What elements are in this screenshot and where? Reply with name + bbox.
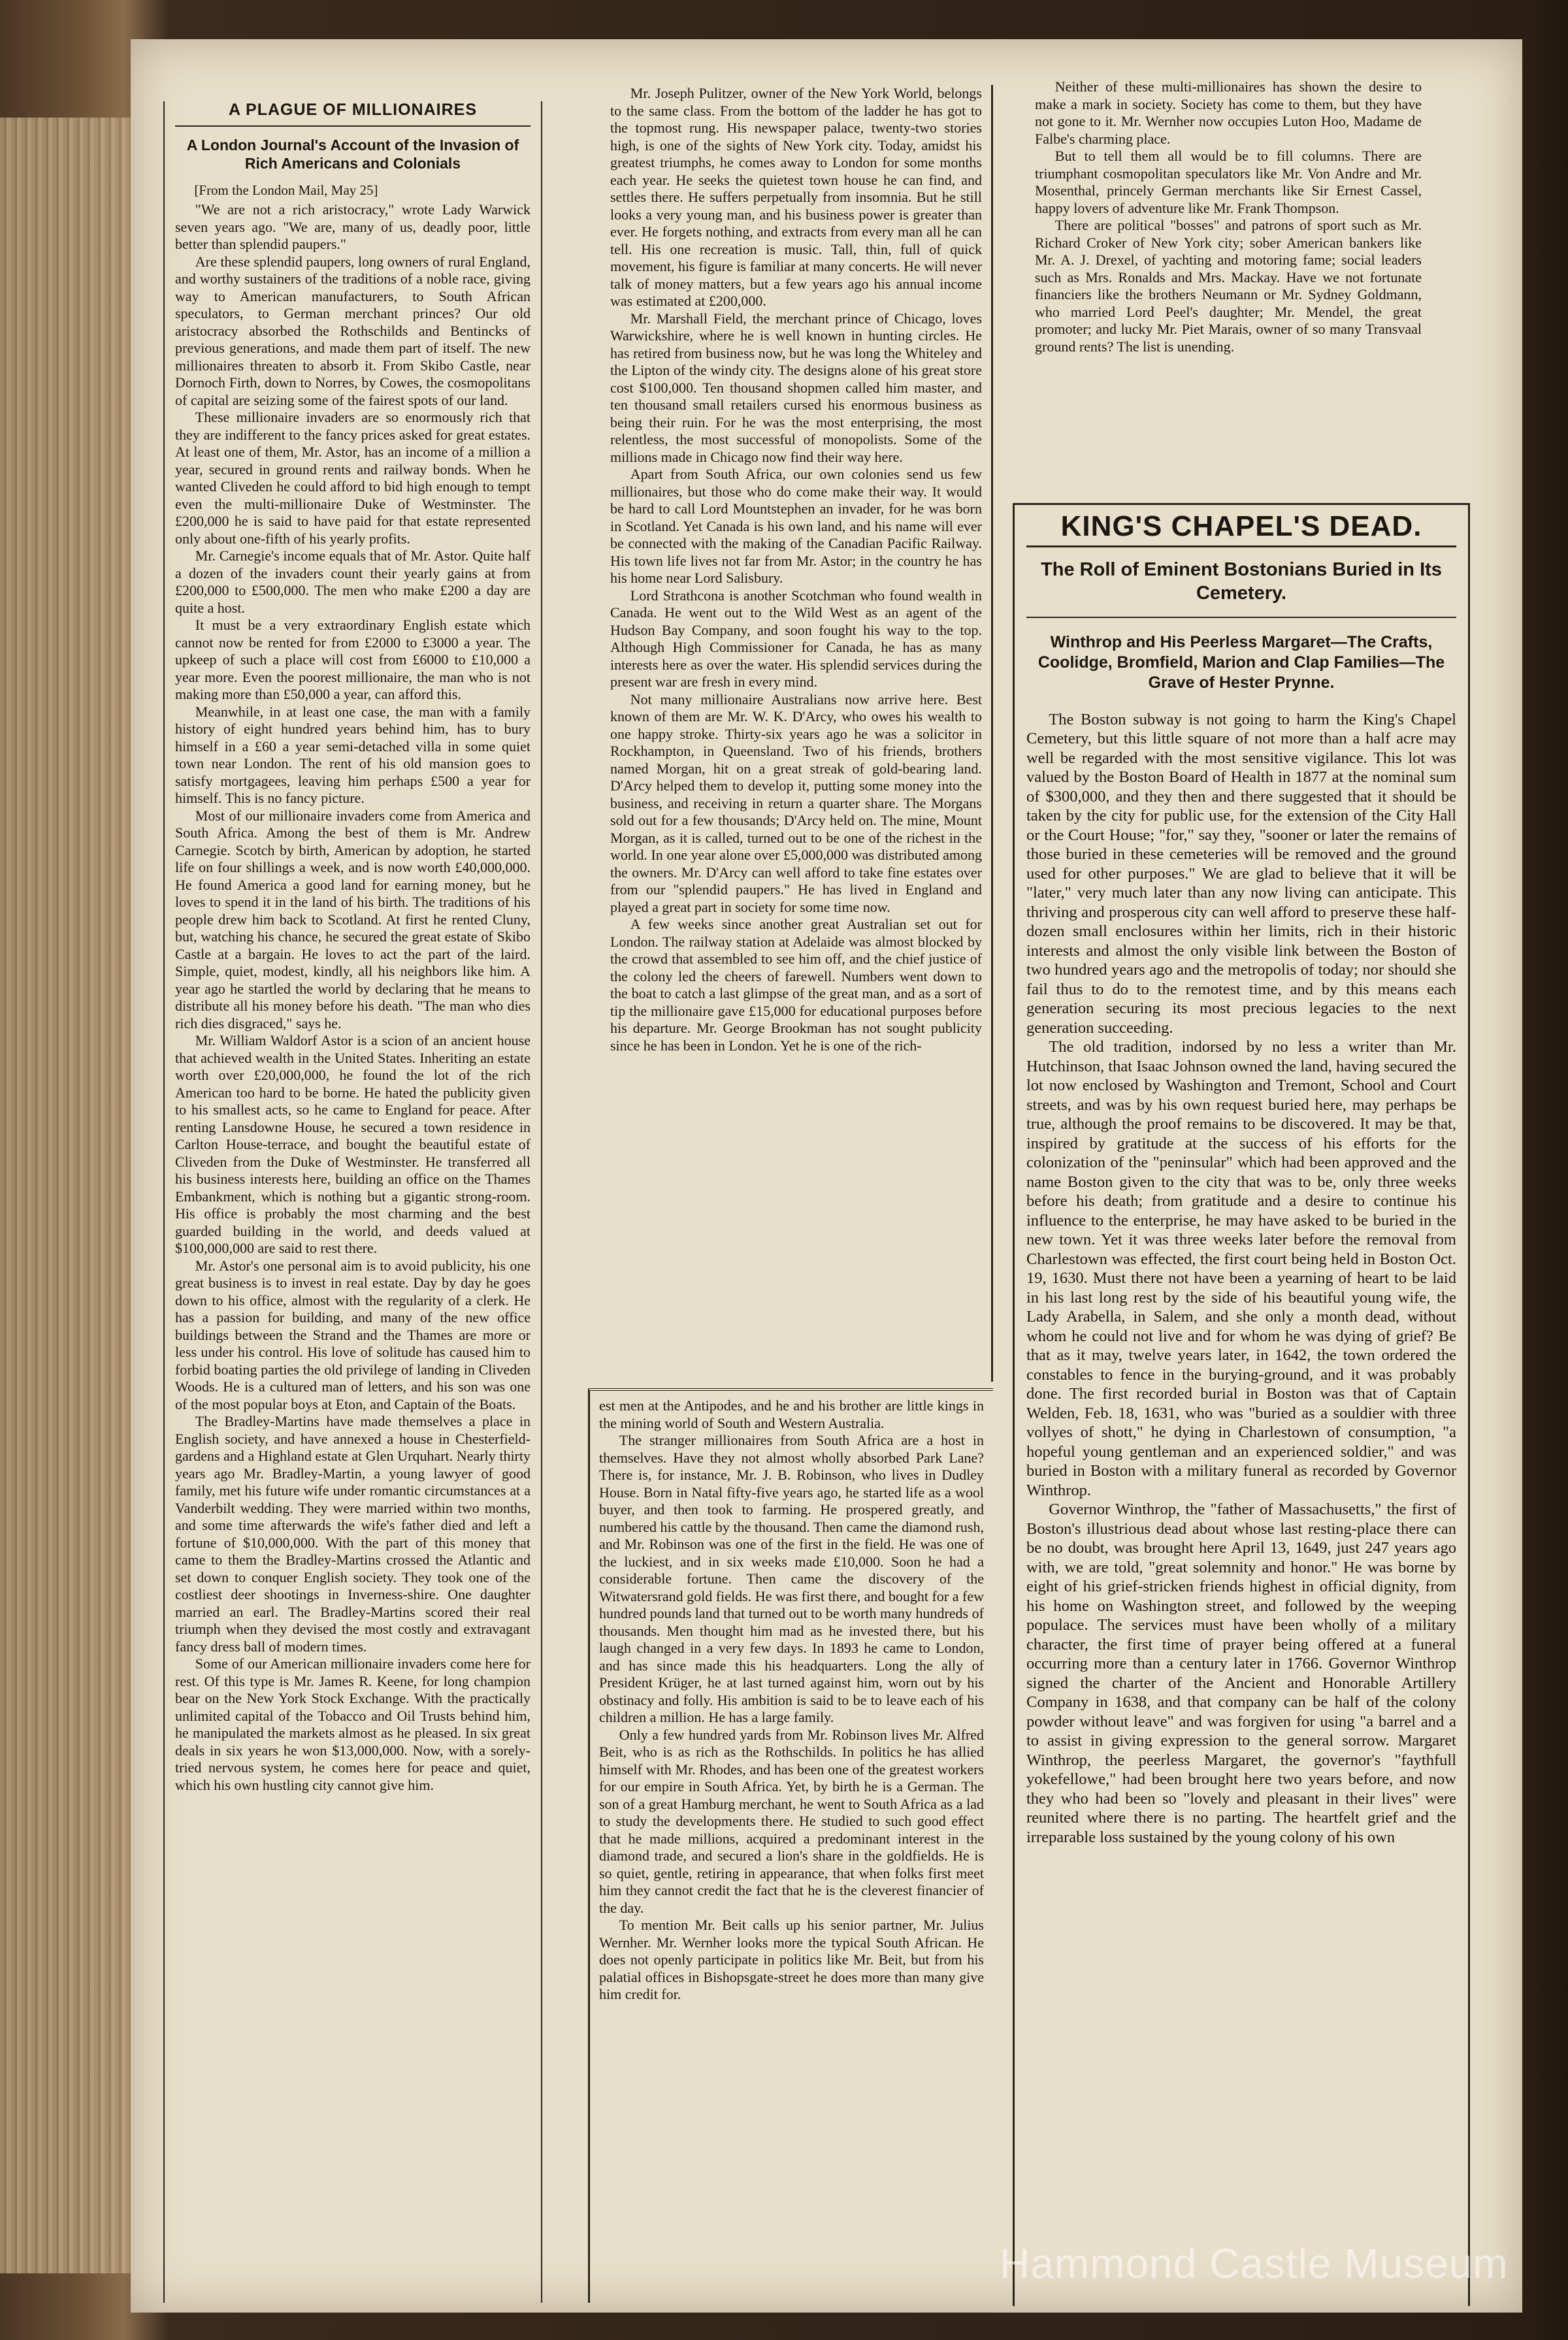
paragraph: Some of our American millionaire invaders come here for rest. Of this type is Mr. James R. Keene, for long champion bear on the New York Stock Exchange. With the practically unlimited capital of the Tobacco and Oil Trusts behind him, he manipulated the markets almost as he pleased. In six great deals in six years he won $13,000,000. Now, with a sorely-tried nervous system, he comes here for peace and quiet, which his own hustling city cannot give him.	[175, 1655, 531, 1793]
article-subheadline: The Roll of Eminent Bostonians Buried in Its Cemetery.	[1026, 558, 1456, 618]
column-plague-of-millionaires	[163, 101, 542, 2303]
paragraph: Are these splendid paupers, long owners of rural England, and worthy sustainers of the traditions of a noble race, giving way to American manufacturers, to South African speculators, to German merchant princes? Our old aristocracy absorbed the Rothschilds and Bentincks of previous generations, and made them part of itself. The new millionaires threaten to absorb it. From Skibo Castle, near Dornoch Firth, down to Norres, by Cowes, the cosmopolitans of capital are seizing some of the fairest spots of our land.	[175, 253, 531, 408]
paragraph: "We are not a rich aristocracy," wrote Lady Warwick seven years ago. "We are, many of us, deadly poor, little better than splendid paupers."	[175, 201, 531, 252]
paragraph: Governor Winthrop, the "father of Massachusetts," the first of Boston's illustrious dead about whose last resting-place there can be no doubt, was brought here April 13, 1649, just 247 years ago with, we are told, "great solemnity and honor." He was borne by eight of his grief-stricken friends highest in official dignity, from his home on Washington street, and followed by the weeping populace. The services must have been wholly of a military character, the first time of prayer being offered at a funeral occurring more than a century later in 1766. Governor Winthrop signed the charter of the Ancient and Honorable Artillery Company in 1638, and that company can be half of the colony powder without leave" and was forgiven for using "a barrel and a to assist in giving expression to the general sorrow. Margaret Winthrop, the peerless Margaret, the governor's "faythfull yokefellowe," had been brought here two years before, and now they who had been so "lovely and pleasant in their lives" were reunited where there is no parting. The heartfelt grief and the irreparable loss sustained by the young colony of his own	[1026, 1501, 1456, 1846]
paragraph: Only a few hundred yards from Mr. Robinson lives Mr. Alfred Beit, who is as rich as the Rothschilds. In politics he has allied himself with Mr. Rhodes, and has been one of the greatest workers for our empire in South Africa. Yet, by birth he is a German. The son of a great Hamburg merchant, he went to South Africa as a lad to study the developments there. He studied to such good effect that he made millions, acquired a predominant interest in the diamond trade, and secured a lion's share in the goldfields. He is so quiet, gentle, retiring in appearance, that when folks first meet him they cannot credit the fact that he is the cleverest financier of the day.	[599, 1726, 984, 1916]
article-subheadline: A London Journal's Account of the Invasion of Rich Americans and Colonials	[186, 136, 519, 172]
column-continued-right-top	[1026, 78, 1431, 496]
museum-watermark: Hammond Castle Museum	[1000, 2240, 1509, 2287]
paragraph: Not many millionaire Australians now arrive here. Best known of them are Mr. W. K. D'Arcy, who owes his wealth to one happy stroke. Thirty-six years ago he was a solicitor in Rockhampton, in Queensland. Two of his friends, brothers named Morgan, hit on a great streak of gold-bearing land. D'Arcy helped them to develop it, putting some money into the business, and receiving in return a quarter share. The Morgans sold out for a few thousands; D'Arcy held on. The mine, Mount Morgan, as it is called, turned out to be one of the richest in the world. In one year alone over £5,000,000 was distributed among the owners. Mr. D'Arcy can well afford to take fine estates over from our "splendid paupers." He has lived in England and played a great part in society for some time now.	[610, 691, 982, 915]
column-continued-bottom	[588, 1388, 993, 2303]
paragraph: A few weeks since another great Australian set out for London. The railway station at Adelaide was almost blocked by the crowd that assembled to see him off, and the chief justice of the colony led the cheers of farewell. Numbers went down to the boat to catch a last glimpse of the great man, and as a sort of tip the millionaire gave £15,000 for educational purposes before his departure. Mr. George Brookman has not sought publicity since he has been in London. Yet he is one of the rich-	[610, 916, 982, 1054]
paragraph: Mr. Carnegie's income equals that of Mr. Astor. Quite half a dozen of the invaders count their yearly gains at from £200,000 to £500,000. The men who make £200 a day are quite a host.	[175, 547, 531, 616]
paragraph: Mr. Joseph Pulitzer, owner of the New York World, belongs to the same class. From the bottom of the ladder he has got to the topmost rung. His newspaper palace, twenty-two stories high, is one of the sights of New York city. Today, amidst his greatest triumphs, he comes away to London for some months each year. He seeks the quietest town house he can find, and settles there. He suffers perpetually from insomnia. But he still looks a very young man, and his business power is greater than ever. He forgets nothing, and extracts from every man all he can tell. His one recreation is music. Tall, thin, full of quick movement, his figure is familiar at many concerts. He will never talk of money matters, but a few years ago his annual income was estimated at £200,000.	[610, 85, 982, 309]
article-deck: Winthrop and His Peerless Margaret—The Crafts, Coolidge, Bromfield, Marion and Clap Families—The Grave of Hester Prynne.	[1037, 632, 1445, 692]
paragraph: But to tell them all would be to fill columns. There are triumphant cosmopolitan speculators like Mr. Von Andre and Mr. Mosenthal, princely German merchants like Sir Ernest Cassel, happy lovers of adventure like Mr. Frank Thompson.	[1035, 148, 1422, 216]
paragraph: Mr. William Waldorf Astor is a scion of an ancient house that achieved wealth in the United States. Inheriting an estate worth over £20,000,000, he found the lot of the rich American too hard to be borne. He hated the publicity given to his smallest acts, so he came to England for peace. After renting Lansdowne House, he secured a town residence in Carlton House-terrace, and bought the beautiful estate of Cliveden from the Duke of Westminster. He transferred all his business interests here, building an office on the Thames Embankment, which is nothing but a gigantic strong-room. His office is probably the most charming and the best guarded building in the world, and deeds valued at $100,000,000 are said to rest there.	[175, 1032, 531, 1256]
paragraph: The Boston subway is not going to harm the King's Chapel Cemetery, but this little square of not more than a half acre may well be regarded with the most sensitive vigilance. This lot was valued by the Boston Board of Health in 1877 at the nominal sum of $300,000, and they then and there suggested that it should be taken by the city for public use, for the extension of the City Hall or the Court House; "for," say they, "sooner or later the remains of those buried in these cemeteries will be removed and the ground used for other purposes." We are glad to believe that it will be "later," very much later than any now living can anticipate. This thriving and prosperous city can well afford to preserve these half-dozen small enclosures within her limits, rich in their historic interests and almost the only visible link between the Boston of two hundred years ago and the metropolis of today; nor should she fail thus to do to the remotest time, and by this means each generation securing its most precious legacies to the next generation succeeding.	[1026, 710, 1456, 1037]
column-kings-chapel	[1013, 503, 1470, 2306]
paragraph: To mention Mr. Beit calls up his senior partner, Mr. Julius Wernher. Mr. Wernher looks more the typical South African. He does not openly participate in politics like Mr. Beit, but from his palatial offices in Bishopsgate-street he does more than many give him credit for.	[599, 1917, 984, 2002]
article-headline: KING'S CHAPEL'S DEAD.	[1026, 517, 1456, 547]
paragraph: Mr. Marshall Field, the merchant prince of Chicago, loves Warwickshire, where he is well known in hunting circles. He has retired from business now, but he was long the Whiteley and the Lipton of the windy city. The designs alone of his great store cost $100,000. Ten thousand shopmen called him master, and ten thousand small retailers cursed his enormous business as being their ruin. For he was the most enterprising, the most relentless, the most successful of monopolists. Some of the millions made in Chicago now find their way here.	[610, 310, 982, 465]
paragraph: Meanwhile, in at least one case, the man with a family history of eight hundred years behind him, has to bury himself in a £60 a year semi-detached villa in some quiet town near London. The rent of his old mansion goes to satisfy mortgagees, leaving him perhaps £500 a year for himself. This is no fancy picture.	[175, 703, 531, 806]
paragraph: est men at the Antipodes, and he and his brother are little kings in the mining world of South and Western Australia.	[599, 1397, 984, 1431]
paragraph: Apart from South Africa, our own colonies send us few millionaires, but those who do come make their way. It would be hard to call Lord Mountstephen an invader, for he was born in Scotland. Yet Canada is his own land, and his name will ever be connected with the making of the Canadian Pacific Railway. His town life lives not far from Mr. Astor; in the country he has his home near Lord Salisbury.	[610, 466, 982, 586]
paragraph: The Bradley-Martins have made themselves a place in English society, and have annexed a house in Chesterfield-gardens and a Highland estate at Glen Urquhart. Nearly thirty years ago Mr. Bradley-Martin, a young lawyer of good family, met his future wife under romantic circumstances at a Vanderbilt wedding. They were married within two months, and some time afterwards the wife's father died and left a fortune of $10,000,000. With the part of this money that came to them the Bradley-Martins crossed the Atlantic and set down to conquer English society. They took one of the costliest deer shootings in Inverness-shire. One daughter married an earl. The Bradley-Martins scored their real triumph when they devised the most costly and extravagant fancy dress ball of modern times.	[175, 1413, 531, 1655]
column-continued-top	[601, 85, 993, 1382]
paragraph: The old tradition, indorsed by no less a writer than Mr. Hutchinson, that Isaac Johnson owned the land, having secured the lot now enclosed by Washington and Tremont, School and Court streets, and was by his own request buried here, may perhaps be true, although the proof remains to be discovered. It may be that, inspired by gratitude at the success of his efforts for the colonization of the "peninsular" which had been approved and the name Boston given to the city that was to be, only three weeks before his death; from gratitude and a desire to continue his influence to the enterprise, he may have asked to be buried in the new town. Yet it was three weeks later before the removal from Charlestown was effected, the first court being held in Boston Oct. 19, 1630. Must there not have been a yearning of heart to be laid in his last long rest by the side of his beautiful young wife, the Lady Arabella, in Salem, and she only a month dead, without whom he could not live and for whom he was dying of grief? Be that as it may, twelve years later, in 1642, the town ordered the constables to fence in the burying-ground, and it was probably done. The first recorded burial in Boston was that of Captain Welden, Feb. 18, 1631, who was "buried as a souldier with three vollyes of shott," he dying in Charlestown of consumption, "a hopeful young gentleman and an experienced soldier," and was buried in Boston with a military funeral as recorded by Governor Winthrop.	[1026, 1038, 1456, 1499]
paragraph: Mr. Astor's one personal aim is to avoid publicity, his one great business is to invest in real estate. Day by day he goes down to his office, almost with the regularity of a clerk. He has a passion for building, and many of the new office buildings between the Strand and the Thames are more or less under his control. His love of solitude has caused him to forbid boating parties the old privilege of landing in Cliveden Woods. He is a cultured man of letters, and his son was one of the most popular boys at Eton, and Captain of the Boats.	[175, 1257, 531, 1412]
article-dateline: [From the London Mail, May 25]	[194, 182, 378, 198]
paragraph: Most of our millionaire invaders come from America and South Africa. Among the best of them is Mr. Andrew Carnegie. Scotch by birth, American by adoption, he started life on four shillings a week, and is now worth £40,000,000. He found America a good land for earning money, but he loves to spend it in the land of his birth. The traditions of his people drew him back to Scotland. At first he rented Cluny, but, watching his chance, he secured the great estate of Skibo Castle at a bargain. He loves to act the part of the laird. Simple, quiet, modest, kindly, all his neighbors like him. A year ago he startled the world by declaring that he means to distribute all his money before his death. "The man who dies rich dies disgraced," says he.	[175, 807, 531, 1032]
article-headline: A PLAGUE OF MILLIONAIRES	[175, 101, 531, 127]
paragraph: Neither of these multi-millionaires has shown the desire to make a mark in society. Society has come to them, but they have not gone to it. Mr. Wernher now occupies Luton Hoo, Madame de Falbe's charming place.	[1035, 78, 1422, 147]
paragraph: Lord Strathcona is another Scotchman who found wealth in Canada. He went out to the Wild West as an agent of the Hudson Bay Company, and soon fought his way to the top. Although High Commissioner for Canada, he has as many interests here as over the water. His splendid services during the present war are fresh in every mind.	[610, 587, 982, 690]
paragraph: The stranger millionaires from South Africa are a host in themselves. Have they not almost wholly absorbed Park Lane? There is, for instance, Mr. J. B. Robinson, who lives in Dudley House. Born in Natal fifty-five years ago, he started life as a wool buyer, and then took to farming. He prospered greatly, and numbered his cattle by the thousand. Then came the diamond rush, and Mr. Robinson was one of the first in the field. He was one of the luckiest, and in six weeks made £10,000. Soon he had a considerable fortune. Then came the discovery of the Witwatersrand gold fields. He was first there, and bought for a few hundred pounds land that turned out to be worth many hundreds of thousands. Men thought him mad as he invested there, but his laugh changed in a very few days. In 1893 he came to London, and has since made this his headquarters. Long the ally of President Krüger, he at last turned against him, worn out by his obstinacy and folly. His ambition is said to be to leave each of his children a million. He has a large family.	[599, 1432, 984, 1725]
paragraph: It must be a very extraordinary English estate which cannot now be rented for from £2000 to £3000 a year. The upkeep of such a place will cost from £6000 to £10,000 a year more. Even the poorest millionaire, the man who is not making more than £50,000 a year, can afford this.	[175, 617, 531, 702]
newspaper-sheet	[131, 39, 1522, 2313]
paragraph: There are political "bosses" and patrons of sport such as Mr. Richard Croker of New York city; sober American bankers like Mr. A. J. Drexel, of yachting and motoring fame; social leaders such as Mrs. Ronalds and Mrs. Mackay. Have we not fortunate financiers like the brothers Neumann or Mr. Sydney Goldmann, who married Lord Peel's daughter; Mr. Mendel, the great promoter; and lucky Mr. Piet Marais, owner of so many Transvaal ground rents? The list is unending.	[1035, 217, 1422, 355]
paragraph: These millionaire invaders are so enormously rich that they are indifferent to the fancy prices asked for great estates. At least one of them, Mr. Astor, has an income of a million a year, secured in ground rents and railway bonds. When he wanted Cliveden he could afford to bid high enough to tempt even the multi-millionaire Duke of Westminster. The £200,000 he is said to have paid for that estate represented only about one-fifth of his yearly profits.	[175, 409, 531, 547]
